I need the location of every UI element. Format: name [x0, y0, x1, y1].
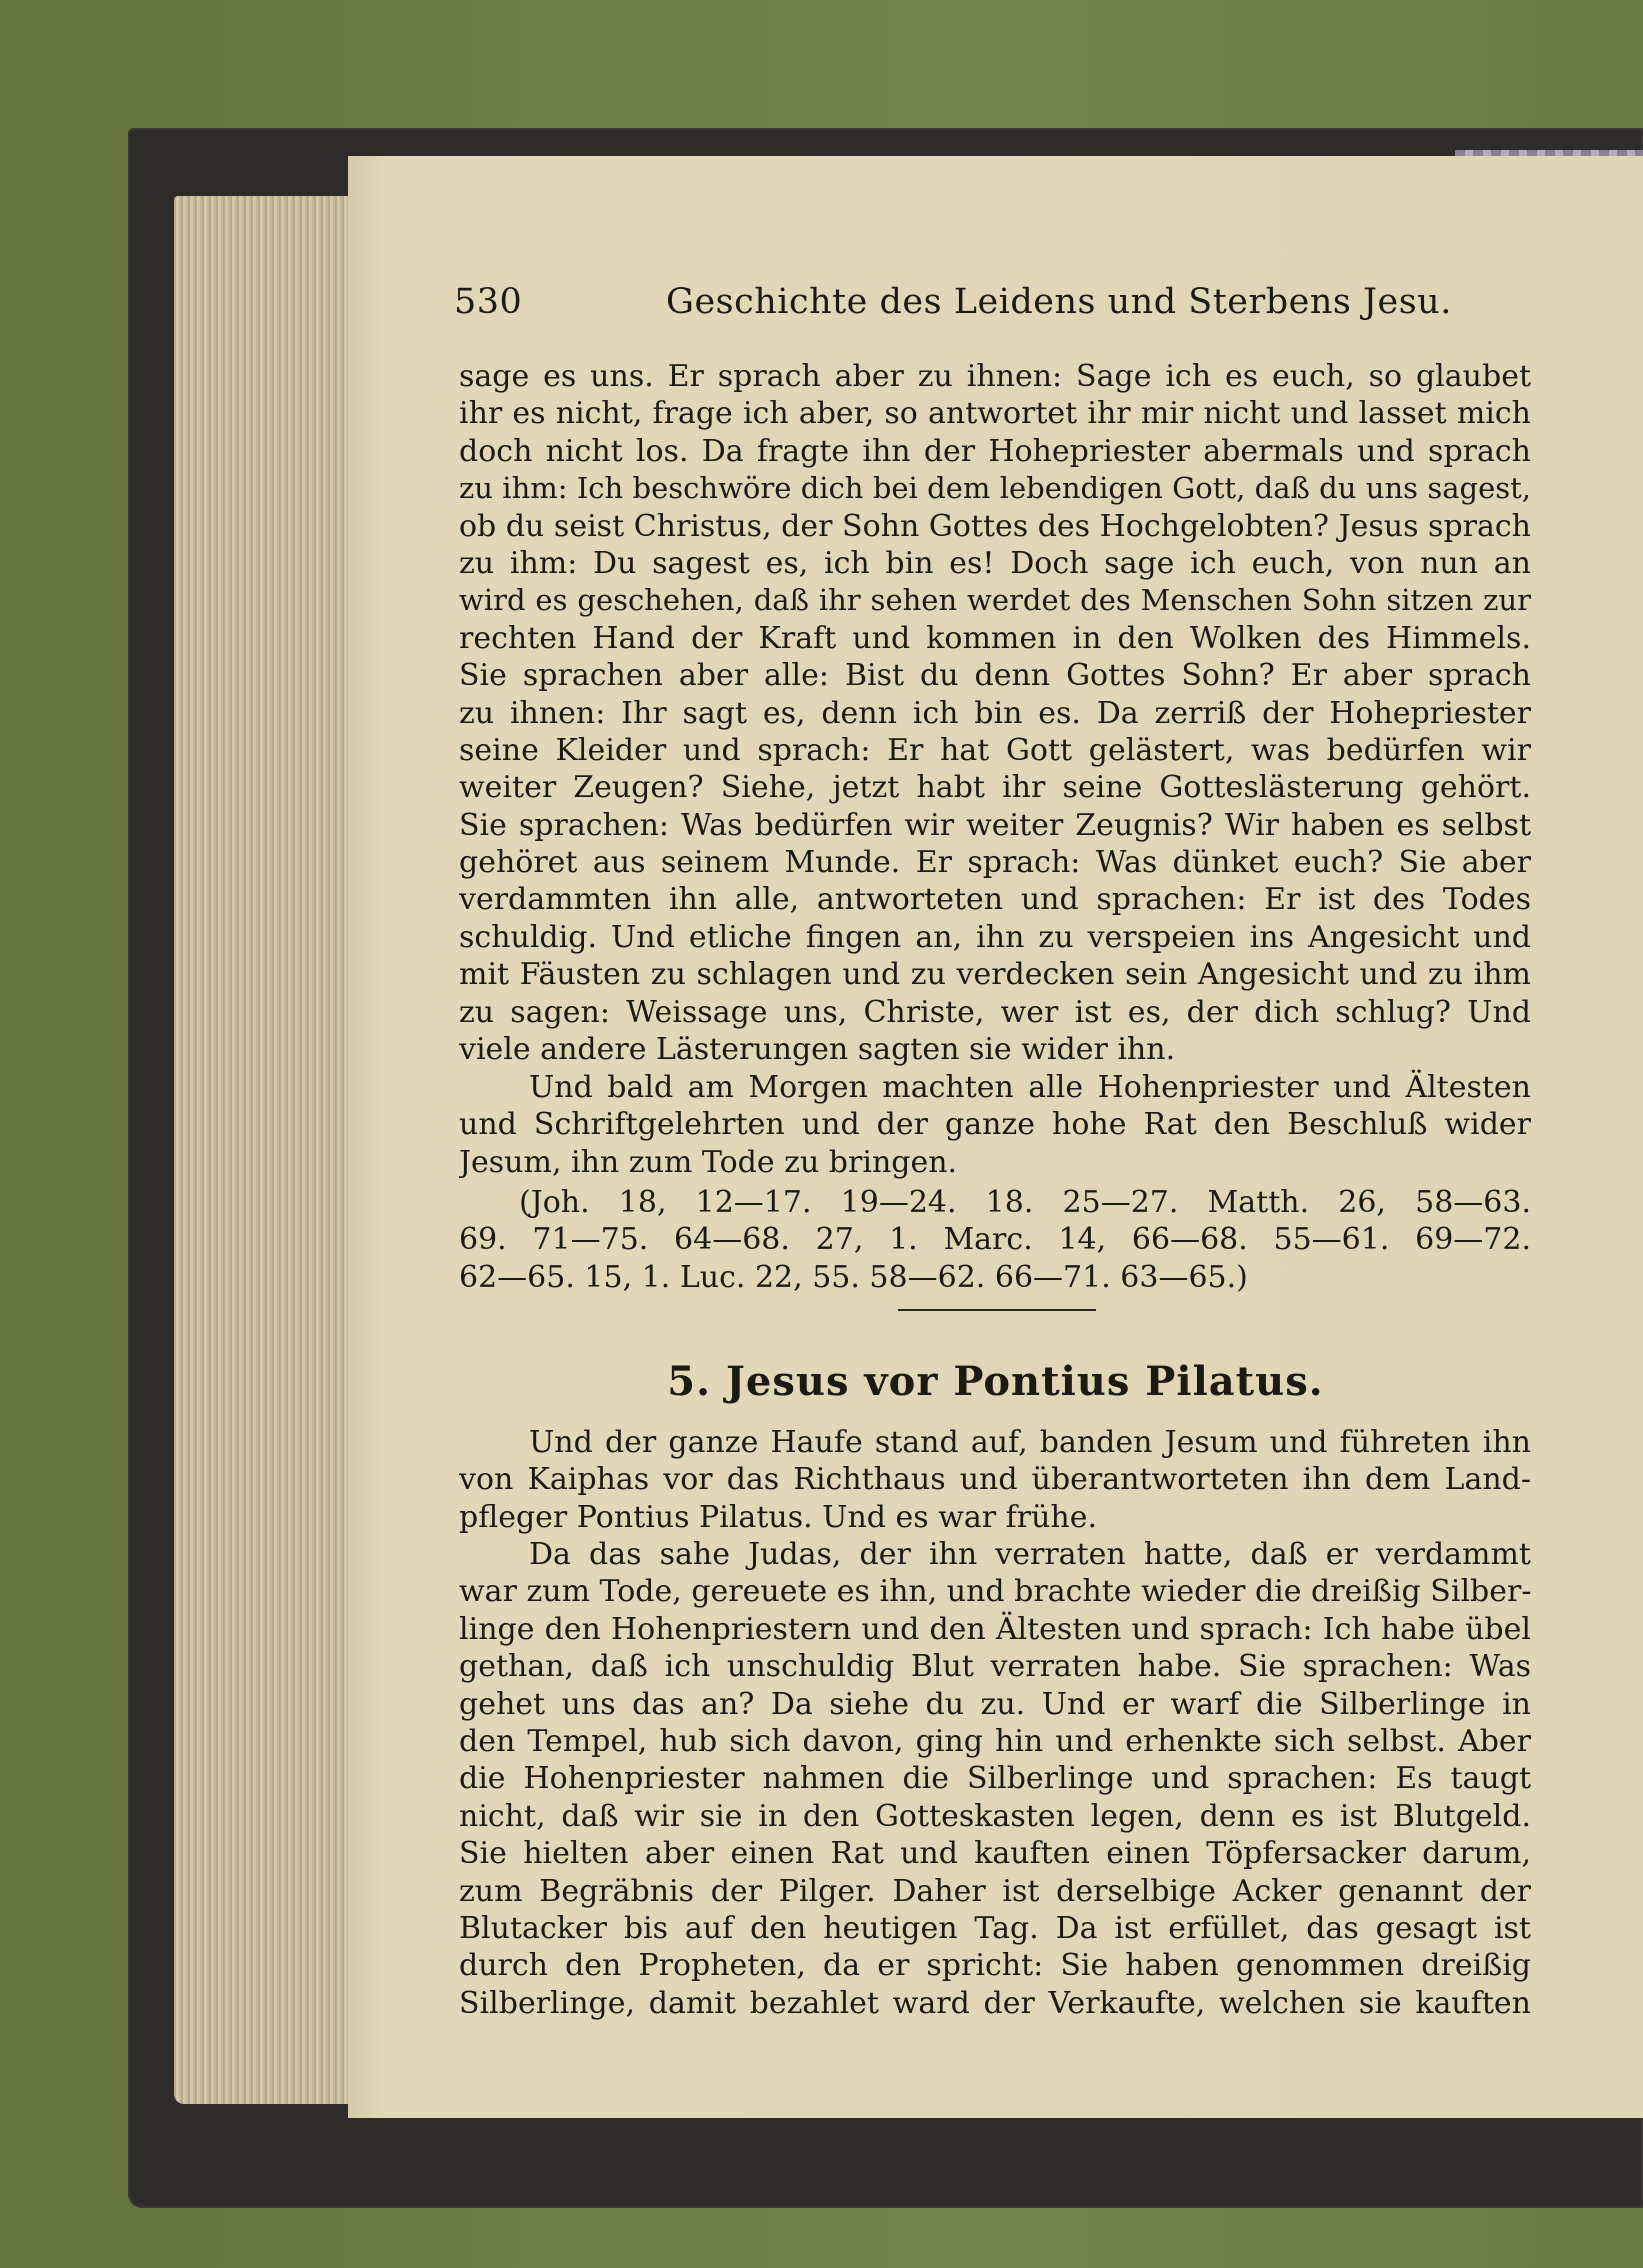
- text-line: war zum Tode, gereuete es ihn, und brachte wieder die dreißig Silber-: [459, 1574, 1531, 1610]
- section-heading: 5. Jesus vor Pontius Pilatus.: [667, 1358, 1324, 1405]
- text-line: den Tempel, hub sich davon, ging hin und erhenkte sich selbst. Aber: [459, 1723, 1531, 1759]
- book-page: [348, 156, 1643, 2118]
- reference-line: (Joh. 18, 12—17. 19—24. 18. 25—27. Matth. 26, 58—63.: [519, 1185, 1531, 1220]
- text-line: Jesum, ihn zum Tode zu bringen.: [459, 1144, 958, 1180]
- text-line: gethan, daß ich unschuldig Blut verraten habe. Sie sprachen: Was: [459, 1649, 1531, 1685]
- paragraph-1: [459, 358, 1531, 1068]
- text-line: rechten Hand der Kraft und kommen in den Wolken des Himmels.: [459, 620, 1531, 656]
- text-line: gehöret aus seinem Munde. Er sprach: Was dünket euch? Sie aber: [459, 845, 1531, 881]
- text-line: weiter Zeugen? Siehe, jetzt habt ihr seine Gotteslästerung gehört.: [459, 770, 1531, 806]
- text-line: Sie sprachen: Was bedürfen wir weiter Zeugnis? Wir haben es selbst: [459, 807, 1531, 843]
- text-line: wird es geschehen, daß ihr sehen werdet des Menschen Sohn sitzen zur: [459, 583, 1531, 618]
- text-line: Und der ganze Haufe stand auf, banden Jesum und führeten ihn: [529, 1425, 1531, 1460]
- text-line: verdammten ihn alle, antworteten und sprachen: Er ist des Todes: [459, 882, 1531, 918]
- text-line: gehet uns das an? Da siehe du zu. Und er warf die Silberlinge in: [459, 1686, 1531, 1722]
- text-line: sage es uns. Er sprach aber zu ihnen: Sage ich es euch, so glaubet: [459, 359, 1531, 394]
- text-line: von Kaiphas vor das Richthaus und überantworteten ihn dem Land-: [459, 1462, 1531, 1498]
- text-line: viele andere Lästerungen sagten sie wider ihn.: [459, 1032, 1176, 1068]
- text-line: zu ihm: Ich beschwöre dich bei dem lebendigen Gott, daß du uns sagest,: [459, 471, 1531, 506]
- paragraph-2: [459, 1069, 1531, 1181]
- text-line: Und bald am Morgen machten alle Hohenpriester und Ältesten: [529, 1070, 1531, 1105]
- text-line: zu sagen: Weissage uns, Christe, wer ist es, der dich schlug? Und: [459, 994, 1531, 1030]
- text-line: und Schriftgelehrten und der ganze hohe Rat den Beschluß wider: [459, 1107, 1531, 1143]
- text-line: Sie sprachen aber alle: Bist du denn Gottes Sohn? Er aber sprach: [459, 658, 1531, 694]
- text-line: seine Kleider und sprach: Er hat Gott gelästert, was bedürfen wir: [459, 732, 1531, 768]
- text-line: nicht, daß wir sie in den Gotteskasten legen, denn es ist Blutgeld.: [459, 1798, 1531, 1834]
- scripture-references: [459, 1184, 1531, 1296]
- text-line: Blutacker bis auf den heutigen Tag. Da ist erfüllet, das gesagt ist: [459, 1910, 1531, 1946]
- text-line: ihr es nicht, frage ich aber, so antwortet ihr mir nicht und lasset mich: [459, 396, 1531, 432]
- paragraph-3: [459, 1424, 1531, 1536]
- text-line: ob du seist Christus, der Sohn Gottes des Hochgelobten? Jesus sprach: [459, 508, 1531, 544]
- text-line: mit Fäusten zu schlagen und zu verdecken sein Angesicht und zu ihm: [459, 957, 1531, 993]
- text-line: die Hohenpriester nahmen die Silberlinge und sprachen: Es taugt: [459, 1761, 1531, 1797]
- text-line: doch nicht los. Da fragte ihn der Hohepriester abermals und sprach: [459, 433, 1531, 469]
- text-line: durch den Propheten, da er spricht: Sie haben genommen dreißig: [459, 1948, 1531, 1984]
- section-divider: [898, 1309, 1096, 1311]
- text-line: schuldig. Und etliche fingen an, ihn zu verspeien ins Angesicht und: [459, 919, 1531, 955]
- reference-line: 62—65. 15, 1. Luc. 22, 55. 58—62. 66—71. 63—65.): [459, 1259, 1248, 1295]
- page-edges: [174, 196, 370, 2104]
- page-number: 530: [454, 282, 523, 322]
- running-head: [454, 282, 1574, 342]
- text-line: linge den Hohenpriestern und den Ältesten und sprach: Ich habe übel: [459, 1611, 1531, 1647]
- running-head-title: Geschichte des Leidens und Sterbens Jesu.: [666, 282, 1452, 322]
- text-line: pfleger Pontius Pilatus. Und es war frühe.: [459, 1499, 1098, 1535]
- text-line: zu ihm: Du sagest es, ich bin es! Doch sage ich euch, von nun an: [459, 545, 1531, 581]
- text-line: Silberlinge, damit bezahlet ward der Verkaufte, welchen sie kauften: [459, 1985, 1531, 2021]
- text-line: Da das sahe Judas, der ihn verraten hatte, daß er verdammt: [529, 1537, 1531, 1572]
- text-line: Sie hielten aber einen Rat und kauften einen Töpfersacker darum,: [459, 1836, 1531, 1872]
- paragraph-4: [459, 1536, 1531, 2022]
- text-line: zu ihnen: Ihr sagt es, denn ich bin es. Da zerriß der Hohepriester: [459, 695, 1531, 731]
- text-line: zum Begräbnis der Pilger. Daher ist derselbige Acker genannt der: [459, 1873, 1531, 1909]
- reference-line: 69. 71—75. 64—68. 27, 1. Marc. 14, 66—68. 55—61. 69—72.: [459, 1222, 1531, 1258]
